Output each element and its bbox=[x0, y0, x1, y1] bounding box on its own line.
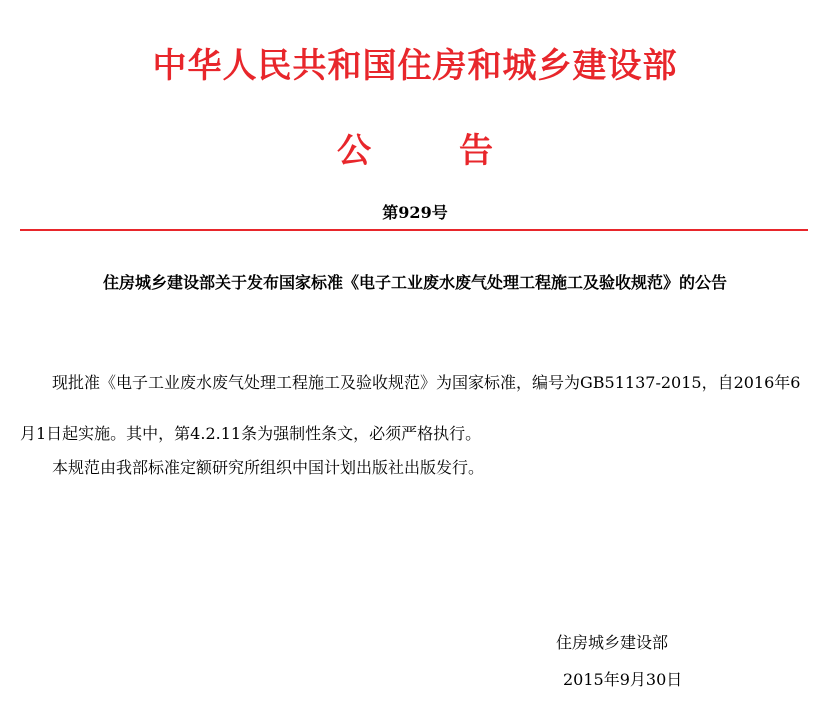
body-paragraph-2: 本规范由我部标准定额研究所组织中国计划出版社出版发行。 bbox=[52, 458, 485, 477]
signer: 住房城乡建设部 bbox=[556, 633, 669, 652]
notice-subject: 住房城乡建设部关于发布国家标准《电子工业废水废气处理工程施工及验收规范》的公告 bbox=[102, 273, 727, 292]
body-paragraph-1: 现批准《电子工业废水废气处理工程施工及验收规范》为国家标准，编号为GB51137-2015，自2016年6月1日起实施。其中，第4.2.11条为强制性条文，必须严格执行。 bbox=[20, 373, 801, 443]
notice-title-char-1: 公 bbox=[337, 131, 371, 171]
issuing-agency: 中华人民共和国住房和城乡建设部 bbox=[152, 46, 678, 86]
red-divider-line bbox=[20, 229, 808, 231]
issue-date: 2015年9月30日 bbox=[563, 670, 683, 689]
notice-title bbox=[0, 127, 830, 175]
document-number: 第929号 bbox=[382, 203, 448, 222]
notice-title-char-2: 告 bbox=[459, 131, 493, 171]
